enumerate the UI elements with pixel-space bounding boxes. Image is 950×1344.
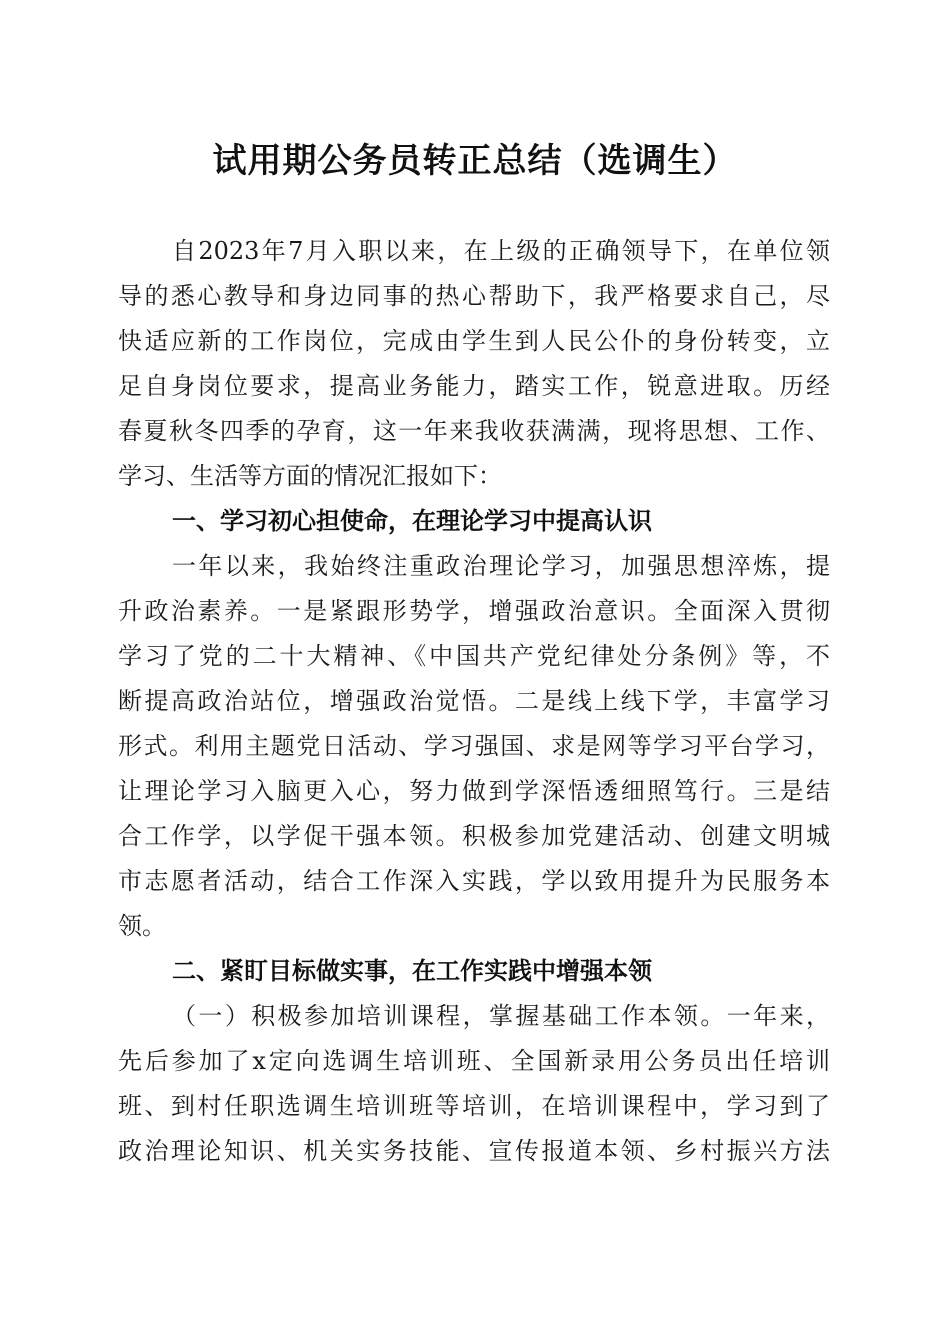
intro-line: 春夏秋冬四季的孕育，这一年来我收获满满，现将思想、工作、 — [118, 417, 830, 445]
section1-line: 学习了党的二十大精神、《中国共产党纪律处分条例》等，不 — [118, 642, 830, 670]
intro-line: 快适应新的工作岗位，完成由学生到人民公仆的身份转变，立 — [118, 327, 830, 355]
section1-line: 领。 — [118, 912, 166, 940]
section2-line: （一）积极参加培训课程，掌握基础工作本领。一年来， — [172, 1002, 830, 1030]
section1-line: 一年以来，我始终注重政治理论学习，加强思想淬炼，提 — [172, 552, 830, 580]
intro-line: 足自身岗位要求，提高业务能力，踏实工作，锐意进取。历经 — [118, 372, 830, 400]
section1-line: 让理论学习入脑更入心，努力做到学深悟透细照笃行。三是结 — [118, 777, 830, 805]
intro-line: 自2023年7月入职以来，在上级的正确领导下，在单位领 — [172, 237, 830, 265]
document-title: 试用期公务员转正总结（选调生） — [212, 141, 738, 181]
section1-heading: 一、学习初心担使命，在理论学习中提高认识 — [172, 507, 652, 535]
section1-line: 合工作学，以学促干强本领。积极参加党建活动、创建文明城 — [118, 822, 830, 850]
section1-line: 断提高政治站位，增强政治觉悟。二是线上线下学，丰富学习 — [118, 687, 830, 715]
section1-line: 形式。利用主题党日活动、学习强国、求是网等学习平台学习， — [118, 732, 830, 760]
section1-line: 升政治素养。一是紧跟形势学，增强政治意识。全面深入贯彻 — [118, 597, 830, 625]
section2-heading: 二、紧盯目标做实事，在工作实践中增强本领 — [172, 957, 652, 985]
section2-line: 政治理论知识、机关实务技能、宣传报道本领、乡村振兴方法 — [118, 1137, 830, 1165]
section2-line: 班、到村任职选调生培训班等培训，在培训课程中，学习到了 — [118, 1092, 830, 1120]
section1-line: 市志愿者活动，结合工作深入实践，学以致用提升为民服务本 — [118, 867, 830, 895]
section2-line: 先后参加了x定向选调生培训班、全国新录用公务员出任培训 — [118, 1047, 830, 1075]
intro-line: 导的悉心教导和身边同事的热心帮助下，我严格要求自己，尽 — [118, 282, 830, 310]
intro-line: 学习、生活等方面的情况汇报如下： — [118, 462, 502, 490]
